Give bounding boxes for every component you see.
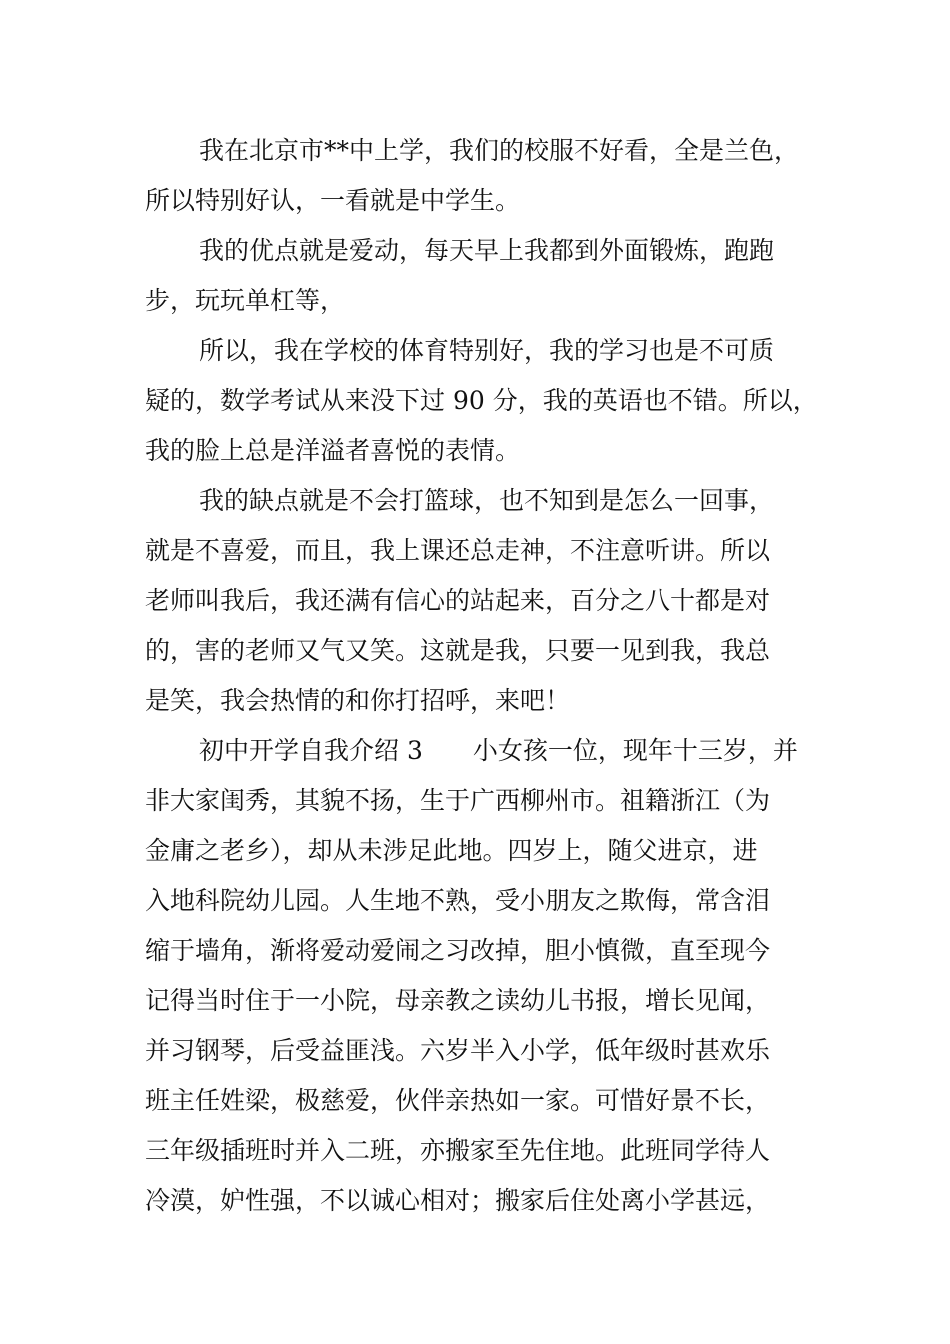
- text-line: 就是不喜爱，而且，我上课还总走神，不注意听讲。所以: [145, 536, 771, 565]
- text-line: 初中开学自我介绍 3 小女孩一位，现年十三岁，并: [199, 736, 798, 765]
- text-line: 缩于墙角，渐将爱动爱闹之习改掉，胆小慎微，直至现今: [145, 936, 771, 965]
- text-line: 记得当时住于一小院，母亲教之读幼儿书报，增长见闻，: [145, 986, 771, 1015]
- text-line: 步，玩玩单杠等，: [145, 286, 346, 315]
- text-line: 班主任姓梁，极慈爱，伙伴亲热如一家。可惜好景不长，: [145, 1086, 771, 1115]
- text-line: 所以特别好认，一看就是中学生。: [145, 186, 521, 215]
- text-line: 老师叫我后，我还满有信心的站起来，百分之八十都是对: [145, 586, 771, 615]
- text-line: 我的优点就是爱动，每天早上我都到外面锻炼，跑跑: [199, 236, 775, 265]
- text-line: 我的脸上总是洋溢者喜悦的表情。: [145, 436, 521, 465]
- text-line: 冷漠，妒性强，不以诚心相对；搬家后住处离小学甚远，: [145, 1186, 771, 1215]
- text-line: 入地科院幼儿园。人生地不熟，受小朋友之欺侮，常含泪: [145, 886, 771, 915]
- text-line: 非大家闺秀，其貌不扬，生于广西柳州市。祖籍浙江（为: [145, 786, 771, 815]
- text-line: 所以，我在学校的体育特别好，我的学习也是不可质: [199, 336, 775, 365]
- body-text: [145, 126, 845, 1226]
- text-line: 疑的，数学考试从来没下过 90 分，我的英语也不错。所以，: [145, 386, 818, 415]
- text-line: 我的缺点就是不会打篮球，也不知到是怎么一回事，: [199, 486, 775, 515]
- text-line: 并习钢琴，后受益匪浅。六岁半入小学，低年级时甚欢乐: [145, 1036, 771, 1065]
- text-line: 是笑，我会热情的和你打招呼，来吧！: [145, 686, 571, 715]
- text-line: 三年级插班时并入二班，亦搬家至先住地。此班同学待人: [145, 1136, 771, 1165]
- text-line: 的，害的老师又气又笑。这就是我，只要一见到我，我总: [145, 636, 771, 665]
- text-line: 我在北京市**中上学，我们的校服不好看，全是兰色，: [199, 136, 800, 165]
- text-line: 金庸之老乡），却从未涉足此地。四岁上，随父进京，进: [145, 836, 758, 865]
